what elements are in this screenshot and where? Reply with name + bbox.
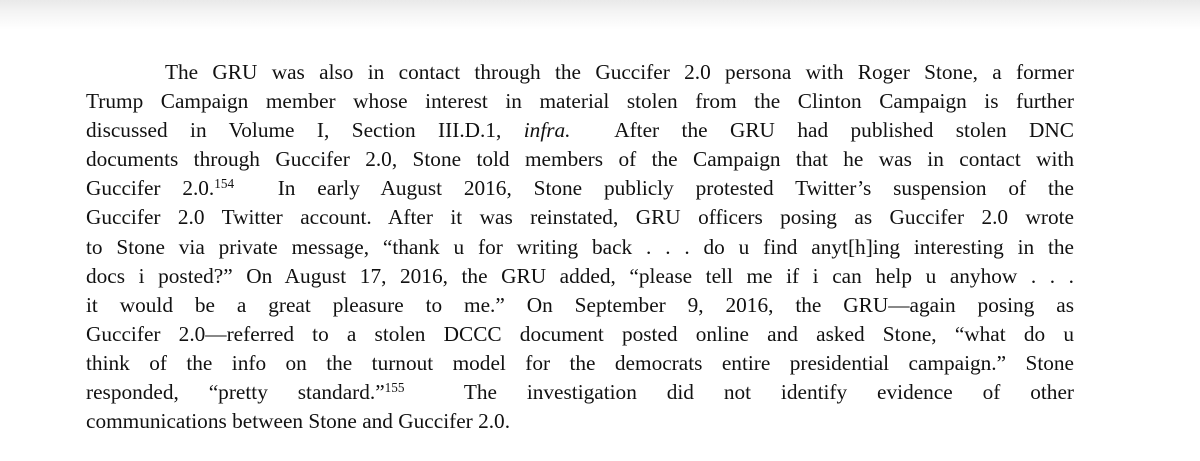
text-segment: responded, “pretty standard.” (86, 380, 385, 405)
text-line-8: docs i posted?” On August 17, 2016, the GRU added, “please tell me if i can help u anyhow . . . (86, 263, 1074, 288)
text-line-5 (86, 174, 1074, 203)
text-line-11: think of the info on the turnout model for the democrats entire presidential campaign.” Stone (86, 350, 1074, 375)
text-segment: Guccifer 2.0. (86, 176, 215, 201)
footnote-ref-154: 154 (214, 176, 235, 192)
text-segment: In early August 2016, Stone publicly protested Twitter’s suspension of the (277, 176, 1074, 201)
text-line-3 (86, 116, 1074, 145)
text-segment: The investigation did not identify evidence of other (463, 380, 1074, 405)
text-line-13: communications between Stone and Guccifer 2.0. (86, 409, 511, 434)
text-line-2: Trump Campaign member whose interest in material stolen from the Clinton Campaign is further (86, 89, 1074, 114)
text-line-7: to Stone via private message, “thank u for writing back . . . do u find anyt[h]ing interesting in the (86, 234, 1074, 259)
text-segment: discussed in Volume I, Section III.D.1, (86, 118, 502, 143)
body-paragraph (86, 58, 1074, 436)
text-line-10: Guccifer 2.0—referred to a stolen DCCC document posted online and asked Stone, “what do u (86, 321, 1074, 346)
text-line-6: Guccifer 2.0 Twitter account. After it was reinstated, GRU officers posing as Guccifer 2.0 wrote (86, 205, 1074, 230)
footnote-ref-155: 155 (384, 379, 405, 395)
text-segment: After the GRU had published stolen DNC (614, 118, 1075, 143)
text-line-4: documents through Guccifer 2.0, Stone told members of the Campaign that he was in contact with (86, 147, 1074, 172)
text-line-9: it would be a great pleasure to me.” On September 9, 2016, the GRU—again posing as (86, 292, 1074, 317)
text-line-12 (86, 378, 1074, 407)
text-line-1: The GRU was also in contact through the Guccifer 2.0 persona with Roger Stone, a former (165, 60, 1074, 84)
italic-term: infra. (523, 118, 571, 143)
